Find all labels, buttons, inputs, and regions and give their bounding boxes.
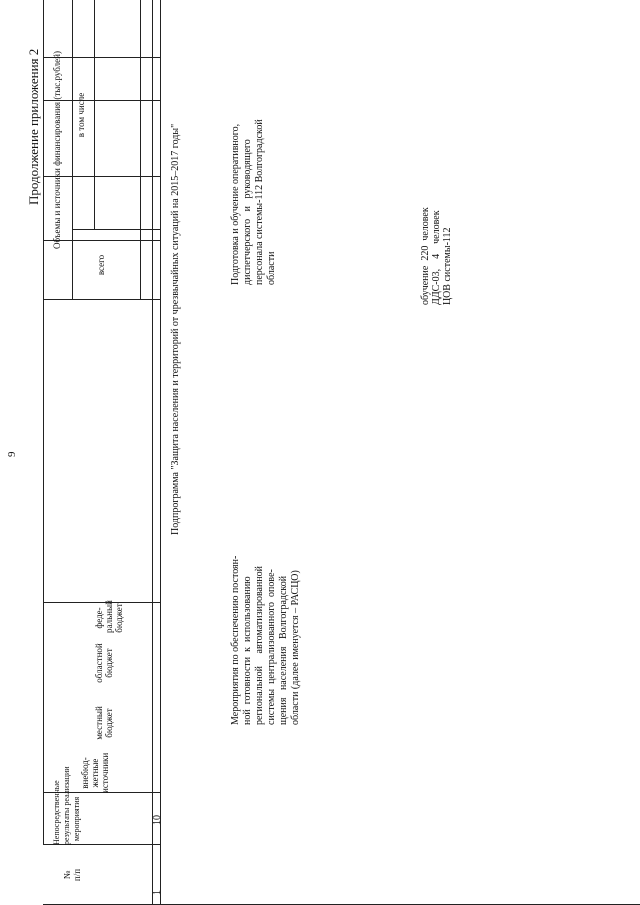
row-9-1-result: обучение 220 человек ДДС-03, 4 человек ЦОВ системы-112 — [420, 207, 453, 305]
col-total-header: всего — [96, 254, 106, 276]
continuation-label: Продолжение приложения 2 — [26, 48, 41, 205]
col-number-1: 1 — [152, 890, 163, 895]
col-incl-header: в том числе — [76, 92, 86, 138]
row-9-2-name: Подготовка и обучение оперативного, диспетчерского и руководящего персонала системы-112 Волгоградской области — [230, 119, 277, 285]
col-federal-header: феде- ральный бюджет — [94, 600, 124, 633]
col-num-header: № п/п — [62, 868, 82, 882]
col-results-header: Непосредственные результаты реализации мероприятия — [52, 766, 81, 845]
col-number-10: 10 — [152, 815, 163, 825]
col-extra-header: внебюд- жетные источники — [80, 752, 110, 793]
row-10-name: Мероприятия по обеспечению постоян- ной готовности к использованию региональной автоматизированной системы централизованного опове- щения населения Волгоградской области (далее именуется – РАСЦО) — [230, 555, 301, 725]
funding-group-header: Объемы и источники финансирования (тыс.рублей) — [52, 51, 62, 249]
col-regional-header: областной бюджет — [94, 643, 114, 683]
subprogram-title: Подпрограмма "Защита населения и территорий от чрезвычайных ситуаций на 2015–2017 годы" — [170, 123, 181, 535]
page-number: 9 — [6, 451, 18, 457]
col-local-header: местный бюджет — [94, 706, 114, 740]
